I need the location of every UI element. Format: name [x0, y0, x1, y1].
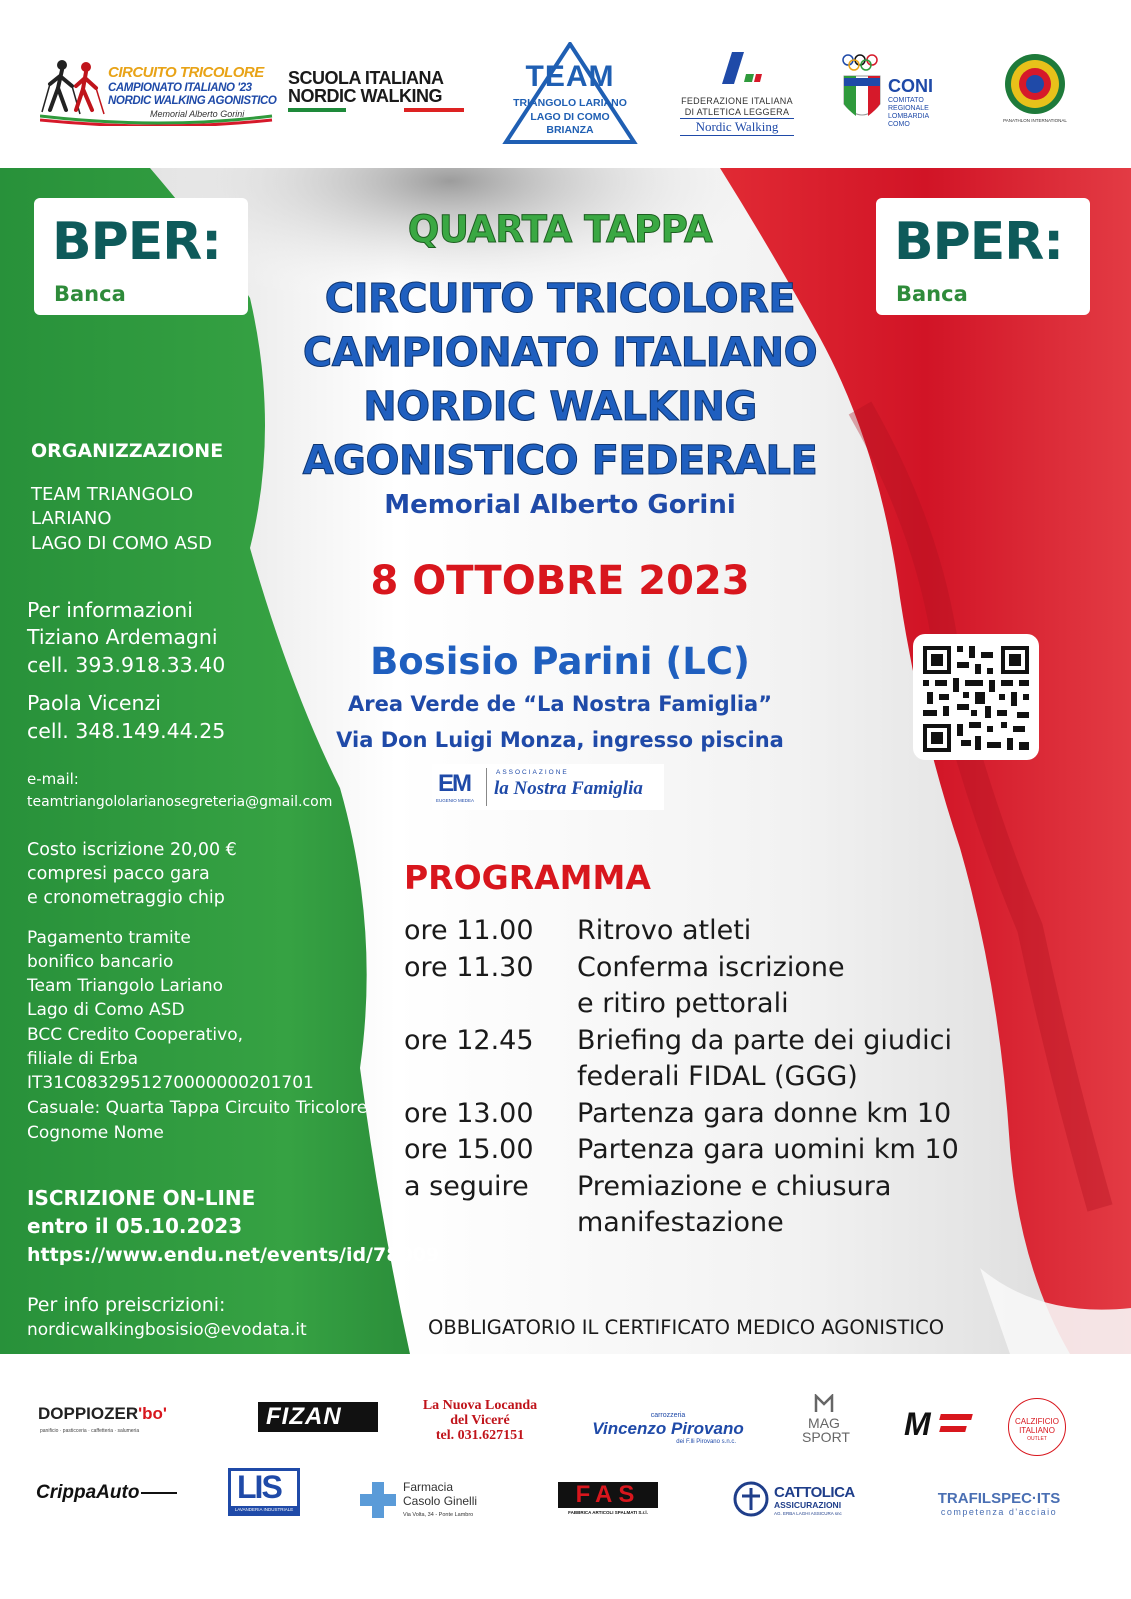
fizan-name: FIZAN	[266, 1403, 342, 1430]
payment-line: Lago di Como ASD	[27, 1000, 185, 1020]
programme-item	[404, 1169, 1024, 1242]
olympic-rings-shield-icon	[840, 52, 886, 132]
event-title-line: CAMPIONATO ITALIANO	[302, 330, 818, 376]
preregistration-label: Per info preiscrizioni:	[27, 1294, 226, 1316]
programme-time: ore 13.00	[404, 1097, 534, 1129]
contact-phone[interactable]: cell. 348.149.44.25	[27, 719, 226, 743]
cost-line: Costo iscrizione 20,00 €	[27, 840, 237, 860]
header-logos	[0, 0, 1131, 170]
sponsor-logos	[0, 1354, 1131, 1599]
programme-desc: Premiazione e chiusura manifestazione	[577, 1170, 892, 1238]
email-link[interactable]: teamtriangololarianosegreteria@gmail.com	[27, 794, 333, 810]
programme-item	[404, 913, 1024, 950]
em-mark: EM	[438, 770, 470, 797]
team-triangolo-lariano-logo	[500, 42, 640, 146]
team-line3: LAGO DI COMO	[530, 111, 610, 123]
registration-url[interactable]: https://www.endu.net/events/id/78009	[27, 1244, 440, 1266]
programme-time: ore 12.45	[404, 1024, 534, 1056]
payment-line: Team Triangolo Lariano	[27, 976, 224, 996]
doppiozero-sub: panificio · pasticceria · caffetteria · salumeria	[40, 1428, 140, 1434]
doppiozero-logo: DOPPIOZER'bo'	[38, 1404, 167, 1423]
team-line2: TRIANGOLO LARIANO	[513, 97, 627, 109]
bper-sub: Banca	[896, 282, 968, 306]
registration-heading: ISCRIZIONE ON-LINE	[27, 1186, 256, 1210]
payment-line: Casuale: Quarta Tappa Circuito Tricolore	[27, 1098, 368, 1118]
pharmacy-cross-icon	[358, 1480, 398, 1520]
cattolica-logo: CATTOLICA ASSICURAZIONI AG. ERBA LAGHI ASSICURA snc	[732, 1480, 866, 1520]
cost-line: e cronometraggio chip	[27, 888, 225, 908]
panathlon-text: PANATHLON INTERNATIONAL	[1003, 118, 1067, 123]
programme-item	[404, 1023, 1024, 1096]
contact-phone[interactable]: cell. 393.918.33.40	[27, 653, 226, 677]
fidal-line3: Nordic Walking	[680, 118, 794, 136]
bper-banca-logo-left	[34, 198, 248, 315]
programme-desc: Briefing da parte dei giudici federali FIDAL (GGG)	[577, 1024, 952, 1092]
programme-time: a seguire	[404, 1170, 529, 1202]
qr-code-icon	[913, 634, 1039, 760]
medical-certificate-notice: OBBLIGATORIO IL CERTIFICATO MEDICO AGONISTICO	[428, 1316, 945, 1339]
event-address: Via Don Luigi Monza, ingresso piscina	[336, 728, 784, 752]
contacts-heading: Per informazioni	[27, 598, 193, 622]
fidal-line2: DI ATLETICA LEGGERA	[684, 107, 790, 117]
contact-name: Paola Vicenzi	[27, 691, 161, 715]
circuito-line2: CAMPIONATO ITALIANO '23	[108, 82, 252, 94]
programme-desc: Conferma iscrizione e ritiro pettorali	[577, 951, 845, 1019]
programme-time: ore 15.00	[404, 1134, 534, 1165]
farmacia-logo: Farmacia Casolo Ginelli Via Volta, 34 - Ponte Lambro	[358, 1480, 498, 1524]
fidal-logo	[672, 46, 802, 136]
lnf-name: la Nostra Famiglia	[494, 778, 643, 799]
event-date: 8 OTTOBRE 2023	[370, 558, 750, 604]
bper-banca-logo-right	[876, 198, 1090, 315]
payment-line: BCC Credito Cooperativo,	[27, 1025, 244, 1045]
pirovano-logo: carrozzeria Vincenzo Pirovano dei F.lli Pirovano s.n.c.	[592, 1412, 744, 1445]
payment-line: Cognome Nome	[27, 1123, 164, 1143]
panathlon-logo	[990, 52, 1080, 132]
mag-sport-logo: MAG SPORT	[802, 1394, 846, 1444]
bper-sub: Banca	[54, 282, 126, 306]
contact-name: Tiziano Ardemagni	[27, 625, 218, 649]
organization-line: TEAM TRIANGOLO	[31, 484, 194, 505]
payment-iban: IT31C0832951270000000201701	[27, 1073, 314, 1093]
programme-item	[404, 950, 1024, 1023]
fas-logo: FAS FABBRICA ARTICOLI SPALMATI S.r.l.	[558, 1482, 658, 1522]
payment-line: bonifico bancario	[27, 952, 174, 972]
cattolica-emblem-icon	[732, 1480, 770, 1518]
team-line1: TEAM	[525, 60, 615, 93]
programme-heading: PROGRAMMA	[404, 858, 651, 897]
cost-line: compresi pacco gara	[27, 864, 210, 884]
event-area: Area Verde de “La Nostra Famiglia”	[347, 692, 773, 716]
crippa-auto-logo: CrippaAuto	[36, 1482, 177, 1504]
coni-sub: COMITATO REGIONALE LOMBARDIA COMO	[888, 97, 930, 128]
team-line4: BRIANZA	[546, 124, 594, 136]
event-title-line: AGONISTICO FEDERALE	[302, 438, 818, 484]
registration-deadline: entro il 05.10.2023	[27, 1214, 243, 1238]
organization-line: LAGO DI COMO ASD	[31, 533, 212, 554]
scuola-line2: NORDIC WALKING	[288, 86, 442, 106]
assoc-label: ASSOCIAZIONE	[496, 769, 569, 776]
programme-item	[404, 1132, 1024, 1169]
programme-time: ore 11.00	[404, 915, 534, 946]
logo-divider	[486, 768, 487, 806]
bper-name: BPER:	[894, 212, 1064, 272]
tricolor-swoosh-icon	[40, 112, 280, 126]
event-title-line: NORDIC WALKING	[363, 384, 757, 430]
fidal-emblem-icon	[672, 46, 802, 94]
fizan-logo	[258, 1402, 378, 1432]
panathlon-emblem-icon	[990, 52, 1080, 116]
event-title-line: CIRCUITO TRICOLORE	[324, 276, 796, 322]
programme-list	[404, 913, 1024, 1242]
calzificio-logo: CALZIFICIO ITALIANO OUTLET	[1008, 1398, 1066, 1456]
fidal-line1: FEDERAZIONE ITALIANA	[681, 96, 793, 106]
programme-time: ore 11.30	[404, 951, 534, 983]
lis-logo: LIS LAVANDERIA INDUSTRIALE	[228, 1468, 300, 1516]
organization-heading: ORGANIZZAZIONE	[31, 440, 224, 462]
nordic-walkers-icon	[40, 58, 110, 118]
programme-desc: Partenza gara uomini km 10	[577, 1134, 959, 1165]
coni-name: CONI	[888, 76, 933, 96]
payment-line: filiale di Erba	[27, 1049, 139, 1069]
tricolor-flag-section	[0, 168, 1131, 1354]
coni-logo	[840, 52, 950, 132]
email-label: e-mail:	[27, 770, 79, 788]
organization-line: LARIANO	[31, 508, 112, 529]
circuito-line4: Memorial Alberto Gorini	[150, 109, 245, 119]
programme-item	[404, 1096, 1024, 1133]
programme-desc: Partenza gara donne km 10	[577, 1097, 952, 1129]
stage-title: QUARTA TAPPA	[407, 208, 713, 251]
scuola-italiana-nordic-walking-logo	[288, 66, 468, 114]
circuito-line3: NORDIC WALKING AGONISTICO	[108, 95, 277, 107]
tricolor-bar	[288, 108, 464, 112]
payment-line: Pagamento tramite	[27, 928, 191, 948]
em-sub: EUGENIO MEDEA	[436, 798, 475, 803]
circuito-tricolore-logo	[30, 52, 277, 132]
memorial-subtitle: Memorial Alberto Gorini	[384, 490, 736, 520]
locanda-logo: La Nuova Locanda del Viceré tel. 031.627151	[422, 1398, 538, 1443]
mf-logo: M	[898, 1406, 974, 1442]
trafilspec-logo: TRAFILSPEC·ITS competenza d'acciaio	[937, 1490, 1061, 1517]
la-nostra-famiglia-logo	[432, 764, 664, 810]
programme-desc: Ritrovo atleti	[577, 915, 752, 946]
event-place: Bosisio Parini (LC)	[370, 640, 750, 683]
preregistration-email[interactable]: nordicwalkingbosisio@evodata.it	[27, 1320, 307, 1340]
circuito-line1: CIRCUITO TRICOLORE	[108, 64, 264, 81]
scuola-line1: SCUOLA ITALIANA	[288, 68, 444, 88]
mag-emblem-icon	[814, 1394, 834, 1414]
bper-name: BPER:	[52, 212, 222, 272]
qr-code[interactable]	[913, 634, 1039, 760]
